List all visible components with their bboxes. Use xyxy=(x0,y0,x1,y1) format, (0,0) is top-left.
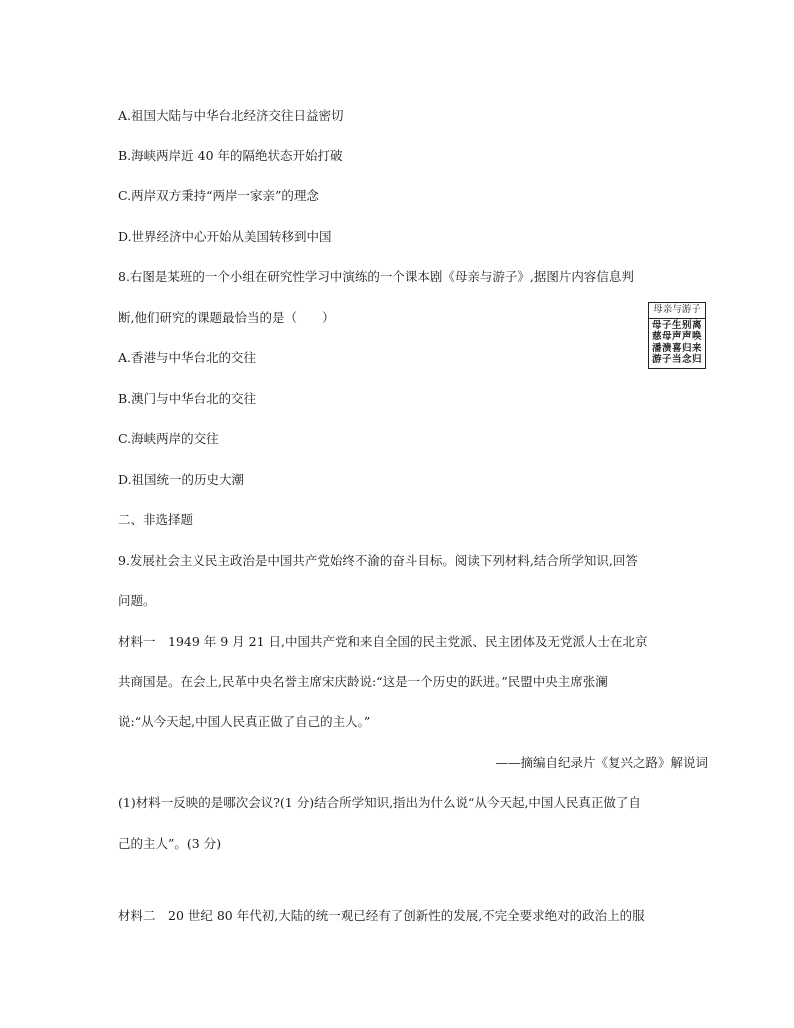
q7-option-a: A.祖国大陆与中华台北经济交往日益密切 xyxy=(118,108,344,123)
material1-line1: 材料一 1949 年 9 月 21 日,中国共产党和来自全国的民主党派、民主团体及无党派人士在北京 xyxy=(118,634,648,649)
q9-sub1-line1: (1)材料一反映的是哪次会议?(1 分)结合所学知识,指出为什么说“从今天起,中国人民真正做了自 xyxy=(118,795,641,810)
q9-stem-line2: 问题。 xyxy=(118,593,156,608)
q7-option-c: C.两岸双方秉持“两岸一家亲”的理念 xyxy=(118,188,319,203)
section-heading: 二、非选择题 xyxy=(118,512,194,527)
q8-option-c: C.海峡两岸的交往 xyxy=(118,431,219,446)
q8-poem-figure xyxy=(648,302,706,369)
material1-source: ——摘编自纪录片《复兴之路》解说词 xyxy=(495,755,708,770)
poem-title: 母亲与游子 xyxy=(649,303,705,319)
q8-option-d: D.祖国统一的历史大潮 xyxy=(118,472,245,487)
poem-lines xyxy=(649,319,705,368)
material2-line1: 材料二 20 世纪 80 年代初,大陆的统一观已经有了创新性的发展,不完全要求绝对的政治上的服 xyxy=(118,908,645,923)
q8-stem-line2: 断,他们研究的课题最恰当的是（ ） xyxy=(118,310,335,325)
q8-option-b: B.澳门与中华台北的交往 xyxy=(118,391,257,406)
poem-line: 潘溃喜归来 xyxy=(651,342,702,354)
material1-line2: 共商国是。在会上,民革中央名誉主席宋庆龄说:“这是一个历史的跃进。”民盟中央主席张澜 xyxy=(118,674,608,689)
q8-stem-line1: 8.右图是某班的一个小组在研究性学习中演练的一个课本剧《母亲与游子》,据图片内容信息判 xyxy=(118,269,634,284)
q9-stem-line1: 9.发展社会主义民主政治是中国共产党始终不渝的奋斗目标。阅读下列材料,结合所学知识,回答 xyxy=(118,553,638,568)
poem-line: 母子生别离 xyxy=(651,319,702,331)
poem-line: 游子当念归 xyxy=(651,354,702,365)
material1-line3: 说:“从今天起,中国人民真正做了自己的主人。” xyxy=(118,714,371,729)
q7-option-b: B.海峡两岸近 40 年的隔绝状态开始打破 xyxy=(118,148,343,163)
q7-option-d: D.世界经济中心开始从美国转移到中国 xyxy=(118,229,332,244)
q8-option-a: A.香港与中华台北的交往 xyxy=(118,350,257,365)
poem-line: 慈母声声唤 xyxy=(651,331,702,342)
q9-sub1-line2: 己的主人”。(3 分) xyxy=(118,836,222,851)
